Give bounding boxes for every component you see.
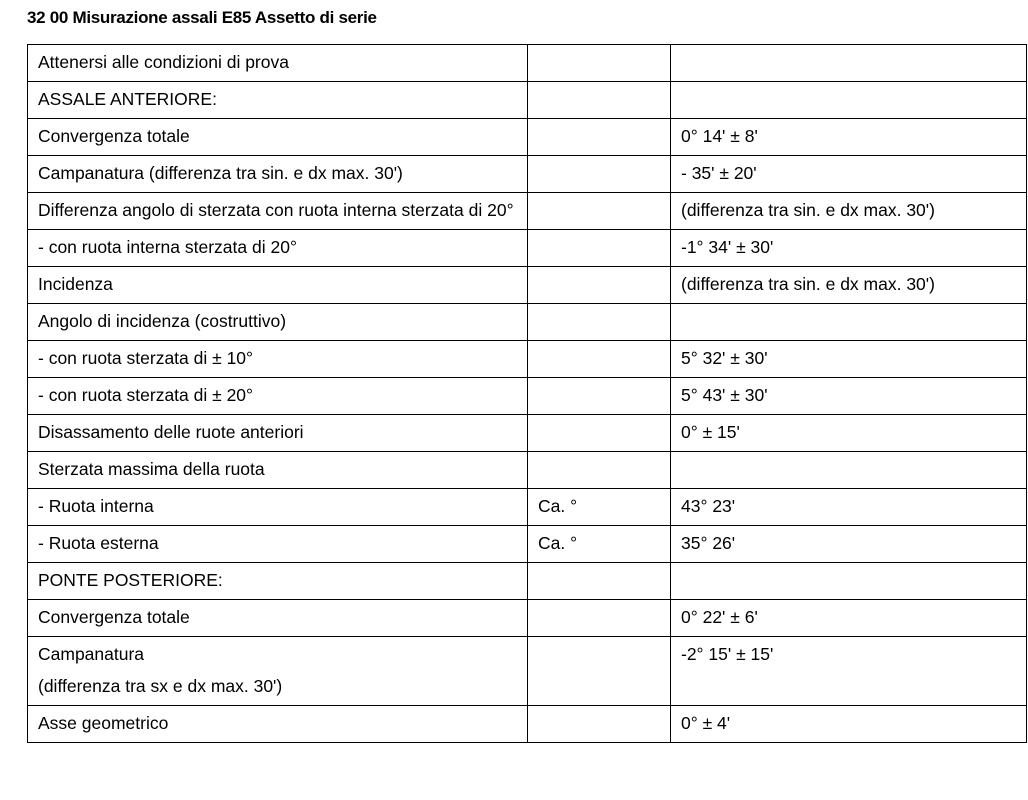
row-label: Attenersi alle condizioni di prova — [28, 45, 528, 82]
row-label: Asse geometrico — [28, 706, 528, 743]
row-value — [671, 563, 1027, 600]
row-label-note: (differenza tra sx e dx max. 30') — [38, 676, 283, 696]
row-value: 5° 43' ± 30' — [671, 378, 1027, 415]
row-mid — [528, 156, 671, 193]
row-value: -1° 34' ± 30' — [671, 230, 1027, 267]
table-row — [28, 156, 1027, 193]
row-value: 35° 26' — [671, 526, 1027, 563]
row-label: Sterzata massima della ruota — [28, 452, 528, 489]
row-mid: Ca. ° — [528, 526, 671, 563]
row-value — [671, 82, 1027, 119]
section-heading-front-axle: ASSALE ANTERIORE: — [28, 82, 528, 119]
table-row — [28, 341, 1027, 378]
table-row — [28, 489, 1027, 526]
row-mid — [528, 563, 671, 600]
row-label: Campanatura — [38, 644, 145, 664]
row-mid — [528, 230, 671, 267]
table-row — [28, 526, 1027, 563]
row-label: - con ruota sterzata di ± 10° — [28, 341, 528, 378]
row-value: 5° 32' ± 30' — [671, 341, 1027, 378]
row-label-multiline — [28, 637, 528, 706]
row-mid — [528, 304, 671, 341]
row-value: -2° 15' ± 15' — [671, 637, 1027, 706]
row-mid: Ca. ° — [528, 489, 671, 526]
row-mid — [528, 82, 671, 119]
row-value: 0° 22' ± 6' — [671, 600, 1027, 637]
alignment-spec-table — [27, 44, 1027, 743]
row-value: 0° ± 15' — [671, 415, 1027, 452]
table-row — [28, 304, 1027, 341]
row-value: 0° ± 4' — [671, 706, 1027, 743]
row-value — [671, 45, 1027, 82]
section-heading-rear-axle: PONTE POSTERIORE: — [28, 563, 528, 600]
page-title: 32 00 Misurazione assali E85 Assetto di serie — [27, 8, 377, 27]
table-row — [28, 415, 1027, 452]
row-mid — [528, 637, 671, 706]
row-value: 43° 23' — [671, 489, 1027, 526]
row-value: 0° 14' ± 8' — [671, 119, 1027, 156]
table-row — [28, 563, 1027, 600]
row-label: - Ruota esterna — [28, 526, 528, 563]
row-value: (differenza tra sin. e dx max. 30') — [671, 193, 1027, 230]
row-mid — [528, 452, 671, 489]
table-row — [28, 452, 1027, 489]
row-label: Differenza angolo di sterzata con ruota interna sterzata di 20° — [28, 193, 528, 230]
row-mid — [528, 378, 671, 415]
table-row — [28, 230, 1027, 267]
table-row — [28, 378, 1027, 415]
row-label: Disassamento delle ruote anteriori — [28, 415, 528, 452]
row-label: - con ruota interna sterzata di 20° — [28, 230, 528, 267]
row-mid — [528, 267, 671, 304]
table-row — [28, 119, 1027, 156]
row-mid — [528, 341, 671, 378]
table-row — [28, 193, 1027, 230]
row-label: - Ruota interna — [28, 489, 528, 526]
table-row — [28, 706, 1027, 743]
row-mid — [528, 706, 671, 743]
row-mid — [528, 193, 671, 230]
row-value — [671, 304, 1027, 341]
row-label: Incidenza — [28, 267, 528, 304]
table-row — [28, 637, 1027, 706]
row-value — [671, 452, 1027, 489]
row-label: - con ruota sterzata di ± 20° — [28, 378, 528, 415]
table-row — [28, 600, 1027, 637]
row-value: (differenza tra sin. e dx max. 30') — [671, 267, 1027, 304]
table-row — [28, 45, 1027, 82]
row-mid — [528, 600, 671, 637]
row-mid — [528, 119, 671, 156]
row-label: Campanatura (differenza tra sin. e dx max. 30') — [28, 156, 528, 193]
table-row — [28, 267, 1027, 304]
row-value: - 35' ± 20' — [671, 156, 1027, 193]
row-label: Convergenza totale — [28, 600, 528, 637]
table-row — [28, 82, 1027, 119]
row-mid — [528, 45, 671, 82]
row-label: Angolo di incidenza (costruttivo) — [28, 304, 528, 341]
row-label: Convergenza totale — [28, 119, 528, 156]
row-mid — [528, 415, 671, 452]
